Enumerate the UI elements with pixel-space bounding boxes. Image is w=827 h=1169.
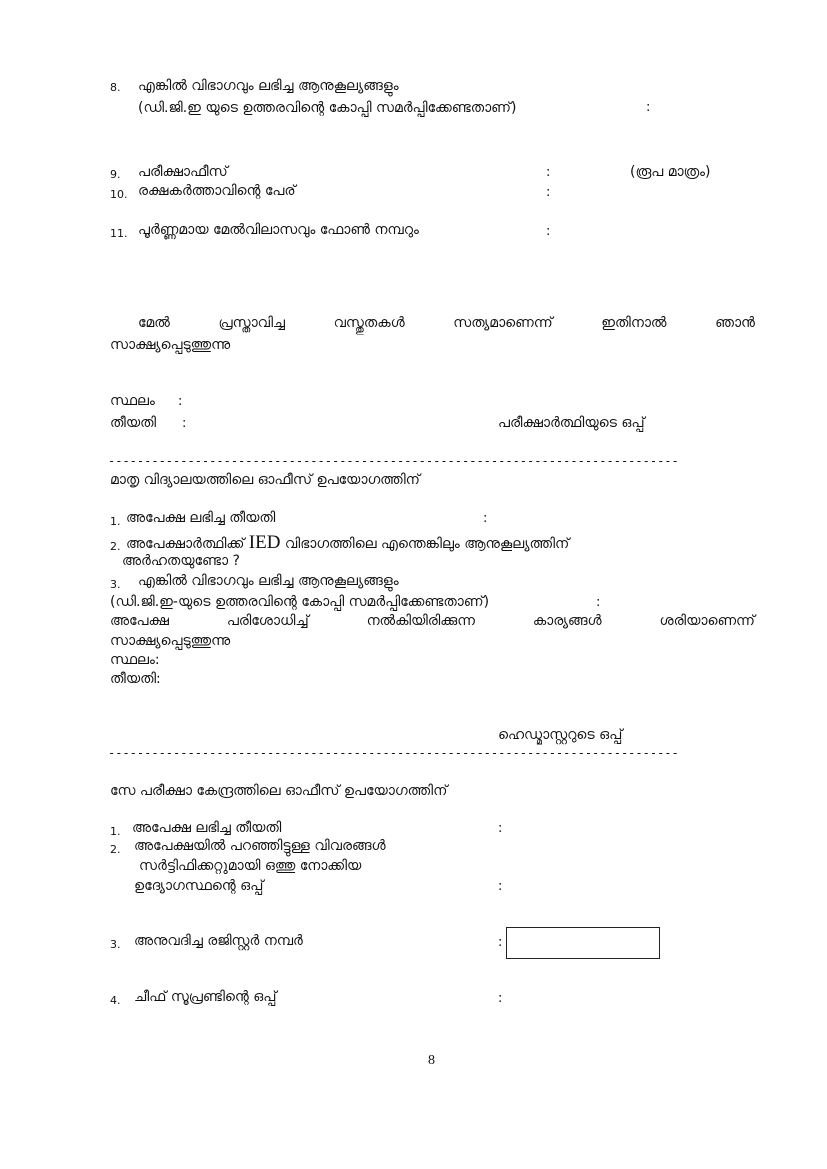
verification-line-1 xyxy=(110,612,755,630)
school-item-3-colon: : xyxy=(596,595,601,610)
ied-abbrev: IED xyxy=(248,532,281,553)
candidate-signature-label: പരീക്ഷാർത്ഥിയുടെ ഒപ്പ് xyxy=(498,415,645,431)
declaration-word: ഞാൻ xyxy=(715,315,755,331)
item-11-label: പൂർണ്ണമായ മേൽവിലാസവും ഫോൺ നമ്പറും xyxy=(138,222,419,238)
centre-item-1-number: 1. xyxy=(110,825,121,838)
school-item-3-note: (ഡി.ജി.ഇ-യുടെ ഉത്തരവിന്റെ കോപ്പി സമർപ്പിക്കേണ്ടതാണ്) xyxy=(110,594,490,610)
school-date-label: തീയതി: xyxy=(110,671,161,687)
school-item-1-number: 1. xyxy=(110,515,121,528)
school-item-3-label: എങ്കിൽ വിഭാഗവും ലഭിച്ച ആനുകൂല്യങ്ങളും xyxy=(138,573,399,589)
centre-item-1-label: അപേക്ഷ ലഭിച്ച തീയതി xyxy=(132,820,282,836)
centre-item-4-number: 4. xyxy=(110,994,121,1007)
declaration-word: മേൽ xyxy=(138,315,170,331)
item-10-label: രക്ഷകർത്താവിന്റെ പേര് xyxy=(138,183,296,199)
declaration-line-1 xyxy=(110,314,755,332)
date-colon: : xyxy=(182,416,187,431)
centre-item-2-number: 2. xyxy=(110,843,121,856)
verification-word: നൽകിയിരിക്കുന്ന xyxy=(366,613,475,629)
headmaster-signature-label: ഹെഡ്മാസ്റ്ററുടെ ഒപ്പ് xyxy=(498,727,623,743)
verification-word: ശരിയാണെന്ന് xyxy=(659,613,755,629)
school-item-2-number: 2. xyxy=(110,540,121,553)
divider-2: ------------------------------------------------------------------------------- xyxy=(108,746,679,760)
verification-word: പരിശോധിച്ച് xyxy=(226,613,309,629)
declaration-line-2: സാക്ഷ്യപ്പെടുത്തുന്നു xyxy=(110,337,231,353)
school-item-1-colon: : xyxy=(483,511,488,526)
item-10-number: 10. xyxy=(110,188,128,201)
item-9-label: പരീക്ഷാഫീസ് xyxy=(138,164,228,180)
verification-word: അപേക്ഷ xyxy=(110,613,169,629)
item-8-note: (ഡി.ജി.ഇ യുടെ ഉത്തരവിന്റെ കോപ്പി സമർപ്പിക്കേണ്ടതാണ്) xyxy=(138,100,517,116)
register-number-box[interactable] xyxy=(506,927,660,959)
item-8-label: എങ്കിൽ വിഭാഗവും ലഭിച്ച ആനുകൂല്യങ്ങളും xyxy=(138,78,399,94)
school-item-2-line-2: അർഹതയുണ്ടോ ? xyxy=(122,553,240,569)
declaration-word: പ്രസ്താവിച്ച xyxy=(218,315,285,331)
verification-word: കാര്യങ്ങൾ xyxy=(532,613,602,629)
item-11-number: 11. xyxy=(110,227,128,240)
item-11-colon: : xyxy=(546,224,551,239)
school-office-heading: മാതൃ വിദ്യാലയത്തിലെ ഓഫീസ് ഉപയോഗത്തിന് xyxy=(110,472,420,488)
centre-item-3-number: 3. xyxy=(110,938,121,951)
school-item-1-label: അപേക്ഷ ലഭിച്ച തീയതി xyxy=(126,510,276,526)
item-9-colon: : xyxy=(546,165,551,180)
centre-item-3-label: അനുവദിച്ച രജിസ്റ്റർ നമ്പർ xyxy=(134,933,303,949)
centre-office-heading: സേ പരീക്ഷാ കേന്ദ്രത്തിലെ ഓഫീസ് ഉപയോഗത്തിന് xyxy=(110,783,448,799)
item-9-number: 9. xyxy=(110,168,121,181)
page-number: 8 xyxy=(428,1053,435,1068)
centre-item-2-line-1: അപേക്ഷയിൽ പറഞ്ഞിട്ടുള്ള വിവരങ്ങൾ xyxy=(134,838,386,854)
declaration-word: സത്യമാണെന്ന് xyxy=(453,315,553,331)
centre-item-4-label: ചീഫ് സൂപ്രണ്ടിന്റെ ഒപ്പ് xyxy=(134,989,277,1005)
school-place-label: സ്ഥലം: xyxy=(110,652,160,668)
item-8-number: 8. xyxy=(110,81,121,94)
school-item-2-pre: അപേക്ഷാർത്ഥിക്ക് xyxy=(126,536,245,552)
centre-item-2-line-2: സർട്ടിഫിക്കറ്റുമായി ഒത്തു നോക്കിയ xyxy=(139,858,362,874)
declaration-word: വസ്തുതകൾ xyxy=(333,315,405,331)
centre-item-3-colon: : xyxy=(498,935,503,950)
school-item-2-post: വിഭാഗത്തിലെ എന്തെങ്കിലും ആനുകൂല്യത്തിന് xyxy=(284,536,570,552)
date-label: തീയതി xyxy=(110,415,156,431)
place-colon: : xyxy=(178,394,183,409)
item-8-colon: : xyxy=(646,100,651,115)
divider-1: ------------------------------------------------------------------------------- xyxy=(108,454,679,468)
school-item-2-question xyxy=(126,534,569,553)
item-10-colon: : xyxy=(546,185,551,200)
verification-line-2: സാക്ഷ്യപ്പെടുത്തുന്നു xyxy=(110,633,231,649)
school-item-3-number: 3. xyxy=(110,578,121,591)
declaration-word: ഇതിനാൽ xyxy=(601,315,667,331)
centre-item-1-colon: : xyxy=(498,821,503,836)
centre-item-2-colon: : xyxy=(498,879,503,894)
centre-item-4-colon: : xyxy=(498,991,503,1006)
item-9-note: (രൂപ മാത്രം) xyxy=(630,164,711,180)
place-label: സ്ഥലം xyxy=(110,393,155,409)
centre-item-2-line-3: ഉദ്യോഗസ്ഥന്റെ ഒപ്പ് xyxy=(134,878,264,894)
